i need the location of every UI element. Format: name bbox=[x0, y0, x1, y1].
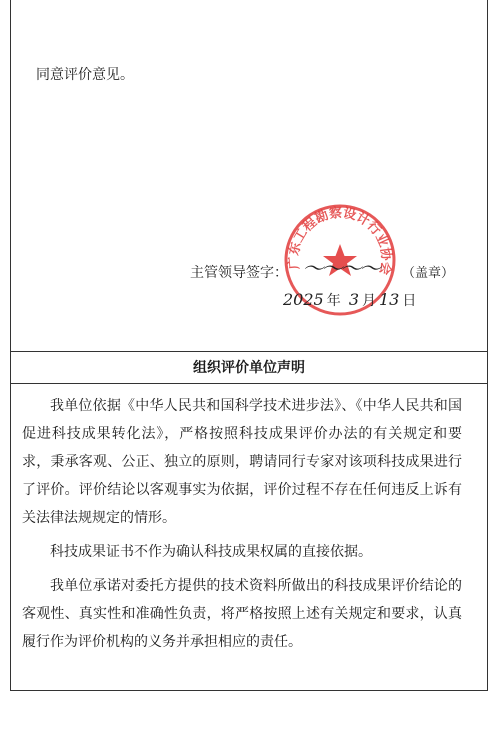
date-year-unit: 年 bbox=[326, 293, 341, 309]
seal-note: （盖章） bbox=[402, 266, 455, 281]
date-month: 3 bbox=[348, 290, 359, 309]
declaration-body bbox=[22, 392, 462, 662]
date-year: 2025 bbox=[283, 290, 324, 309]
seal-text: 广东工程勘察设计行业协会 bbox=[286, 205, 394, 277]
date-day: 13 bbox=[379, 290, 400, 309]
signature-label: 主管领导签字： bbox=[190, 265, 288, 281]
handwritten-signature: ～～～～ bbox=[302, 257, 379, 282]
declaration-paragraph: 我单位依据《中华人民共和国科学技术进步法》、《中华人民共和国促进科技成果转化法》，严格按照科技成果评价办法的有关规定和要求，秉承客观、公正、独立的原则，聘请同行专家对该项科技成果进行了评价。评价结论以客观事实为依据，评价过程不存在任何违反上诉有关法律法规规定的情形。 bbox=[22, 398, 462, 526]
declaration-paragraph: 科技成果证书不作为确认科技成果权属的直接依据。 bbox=[50, 544, 372, 560]
date-month-unit: 月 bbox=[362, 293, 376, 309]
opinion-text: 同意评价意见。 bbox=[36, 67, 134, 83]
signature-line bbox=[190, 262, 454, 282]
declaration-paragraph: 我单位承诺对委托方提供的技术资料所做出的科技成果评价结论的客观性、真实性和准确性负责，将严格按照上述有关规定和要求，认真履行作为评价机构的义务并承担相应的责任。 bbox=[22, 578, 462, 650]
section-header: 组织评价单位声明 bbox=[11, 352, 487, 384]
date-line bbox=[283, 290, 419, 310]
date-day-unit: 日 bbox=[402, 293, 417, 309]
